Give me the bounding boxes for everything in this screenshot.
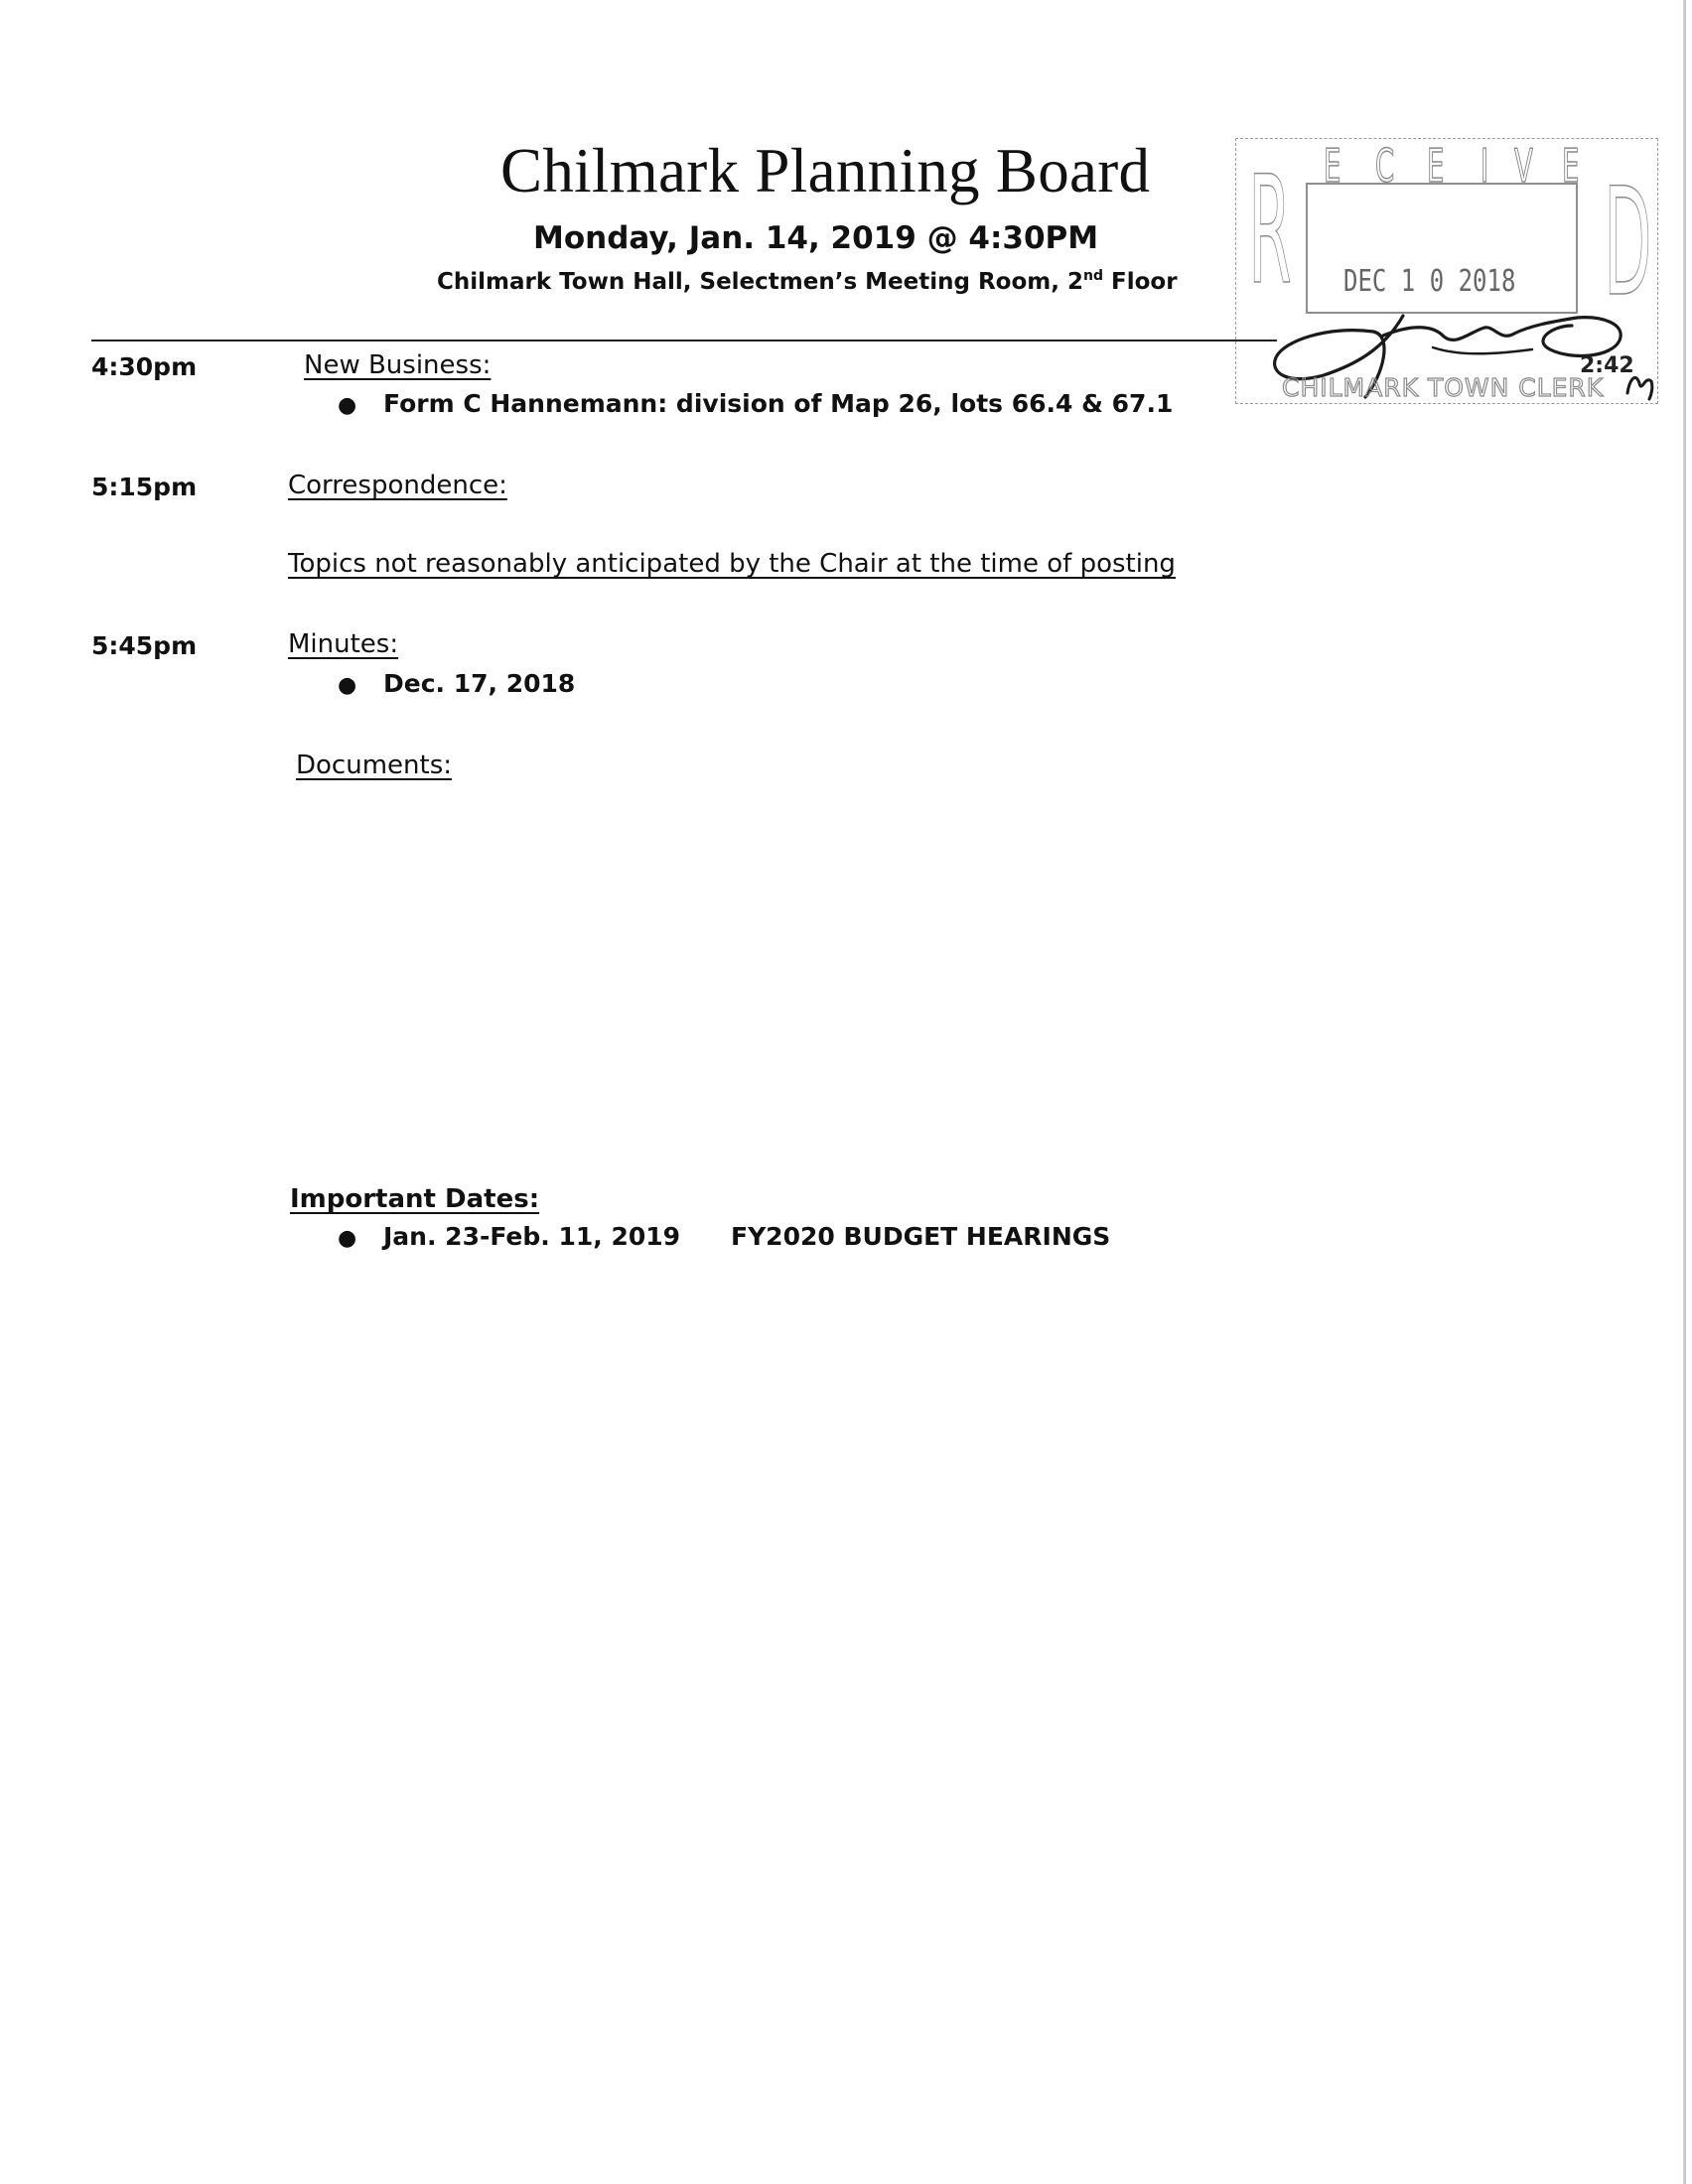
list-item [338,1222,1110,1251]
list-item [338,669,575,698]
received-stamp [1234,137,1661,407]
stamp-letter-v: V [1514,139,1533,193]
scan-edge [1683,0,1686,2184]
agenda-time-1: 4:30pm [91,352,198,381]
stamp-letter-e2: E [1427,139,1445,193]
agenda-heading-correspondence: Correspondence: [288,471,507,500]
stamp-date: DEC 1 0 2018 [1343,264,1516,299]
location-superscript: nd [1083,268,1103,284]
important-dates-heading: Important Dates: [290,1184,540,1214]
bullet-text: Dec. 17, 2018 [383,669,576,698]
stamp-letter-c: C [1375,139,1395,193]
stamp-letter-i: I [1480,139,1489,193]
meeting-datetime: Monday, Jan. 14, 2019 @ 4:30PM [533,220,1099,256]
bullet-icon: ● [338,1226,357,1251]
agenda-heading-new-business: New Business: [304,350,492,380]
agenda-note-topics: Topics not reasonably anticipated by the Chair at the time of posting [288,549,1176,579]
stamp-handwritten-time: 2:42 [1580,353,1634,378]
agenda-time-3: 5:45pm [91,631,198,660]
important-event: FY2020 BUDGET HEARINGS [731,1222,1111,1251]
location-text: Chilmark Town Hall, Selectmen’s Meeting Room, 2 [437,269,1083,295]
meeting-location [437,268,1178,295]
agenda-heading-minutes: Minutes: [288,629,399,659]
bullet-icon: ● [338,393,357,418]
agenda-heading-documents: Documents: [296,751,453,780]
stamp-letter-e1: E [1324,139,1341,193]
bullet-icon: ● [338,673,357,698]
bullet-text: Form C Hannemann: division of Map 26, lots 66.4 & 67.1 [383,389,1174,418]
agenda-time-2: 5:15pm [91,473,198,501]
header-divider [91,340,1277,341]
location-floor: Floor [1103,269,1178,295]
stamp-clerk-label: CHILMARK TOWN CLERK [1282,373,1605,402]
page-title: Chilmark Planning Board [500,136,1151,205]
list-item [338,389,1173,418]
stamp-letter-r: R [1248,145,1292,318]
stamp-letter-e3: E [1562,139,1580,193]
stamp-letter-d: D [1604,157,1652,330]
important-date: Jan. 23-Feb. 11, 2019 [383,1222,681,1251]
